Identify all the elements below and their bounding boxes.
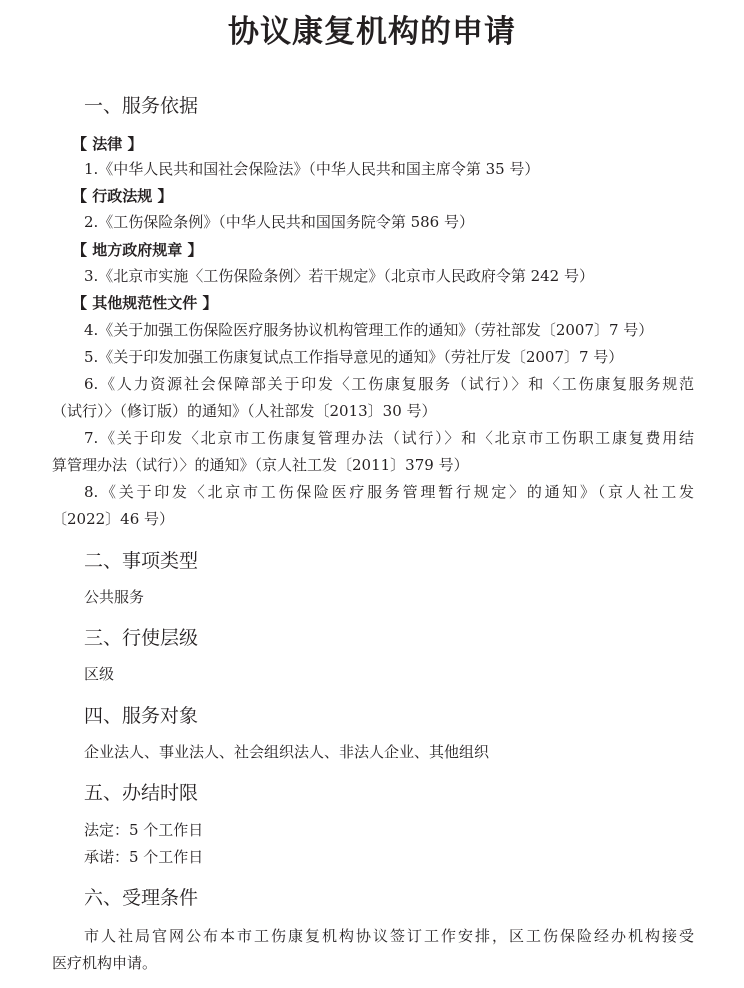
section-heading-type: 二、事项类型 bbox=[84, 550, 199, 572]
basis-item-4: 4.《关于加强工伤保险医疗服务协议机构管理工作的通知》（劳社部发〔2007〕7 号） bbox=[84, 321, 654, 339]
section-heading-conditions: 六、受理条件 bbox=[84, 887, 199, 909]
time-limit-promised: 承诺：5 个工作日 bbox=[84, 848, 204, 866]
conditions-line-2: 医疗机构申请。 bbox=[52, 954, 158, 972]
basis-item-6-line-2: （试行）〉（修订版）的通知》（人社部发〔2013〕30 号） bbox=[52, 402, 437, 420]
type-value: 公共服务 bbox=[84, 588, 145, 606]
subheading-law: 【 法律 】 bbox=[72, 135, 143, 153]
level-value: 区级 bbox=[84, 665, 115, 683]
document-title: 协议康复机构的申请 bbox=[228, 14, 516, 50]
basis-item-8-line-2: 〔2022〕46 号） bbox=[52, 510, 175, 528]
basis-item-1: 1.《中华人民共和国社会保险法》（中华人民共和国主席令第 35 号） bbox=[84, 160, 540, 178]
time-limit-legal: 法定：5 个工作日 bbox=[84, 821, 204, 839]
conditions-line-1: 市人社局官网公布本市工伤康复机构协议签订工作安排，区工伤保险经办机构接受 bbox=[84, 927, 694, 945]
subheading-local-rule: 【 地方政府规章 】 bbox=[72, 241, 203, 259]
section-heading-level: 三、行使层级 bbox=[84, 627, 199, 649]
section-heading-time-limit: 五、办结时限 bbox=[84, 782, 199, 804]
basis-item-3: 3.《北京市实施〈工伤保险条例〉若干规定》（北京市人民政府令第 242 号） bbox=[84, 267, 594, 285]
section-heading-basis: 一、服务依据 bbox=[84, 95, 199, 117]
basis-item-5: 5.《关于印发加强工伤康复试点工作指导意见的通知》（劳社厅发〔2007〕7 号） bbox=[84, 348, 624, 366]
subheading-regulation: 【 行政法规 】 bbox=[72, 187, 173, 205]
subheading-other-docs: 【 其他规范性文件 】 bbox=[72, 294, 218, 312]
section-heading-target: 四、服务对象 bbox=[84, 705, 199, 727]
basis-item-6-line-1: 6.《人力资源社会保障部关于印发〈工伤康复服务（试行）〉和〈工伤康复服务规范 bbox=[84, 375, 694, 393]
target-value: 企业法人、事业法人、社会组织法人、非法人企业、其他组织 bbox=[84, 743, 490, 761]
basis-item-7-line-2: 算管理办法（试行）〉的通知》（京人社工发〔2011〕379 号） bbox=[52, 456, 469, 474]
basis-item-8-line-1: 8.《关于印发〈北京市工伤保险医疗服务管理暂行规定〉的通知》（京人社工发 bbox=[84, 483, 694, 501]
basis-item-7-line-1: 7.《关于印发〈北京市工伤康复管理办法（试行）〉和〈北京市工伤职工康复费用结 bbox=[84, 429, 694, 447]
basis-item-2: 2.《工伤保险条例》（中华人民共和国国务院令第 586 号） bbox=[84, 213, 474, 231]
